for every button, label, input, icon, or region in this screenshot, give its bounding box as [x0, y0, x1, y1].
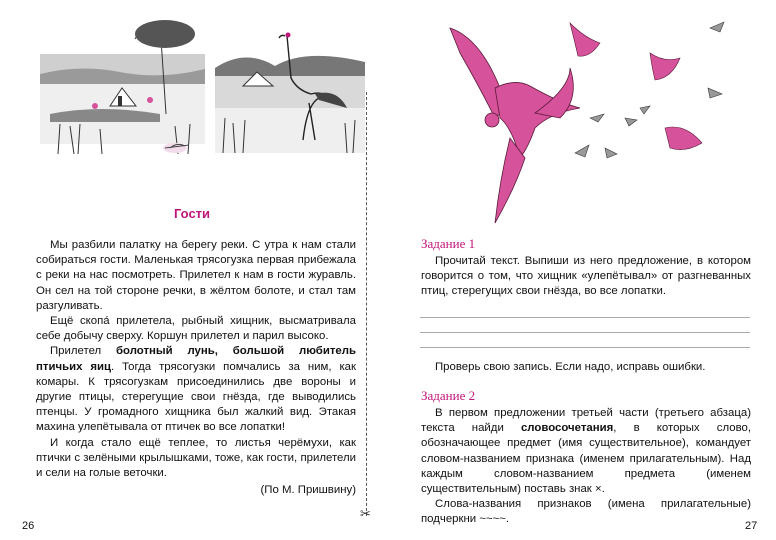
task-1-heading: Задание 1: [421, 236, 476, 251]
left-page: [0, 0, 384, 540]
paragraph-3: Прилетел болотный лунь, большой любитель птичьих яиц. Тогда трясогузки помчались за ним, как комары. К трясогузкам присоединились две вороны и другие птицы, стерегущие свои гнёзда, где выводились птенцы. У громадного хищника был жалкий вид. Этакая махина улепётывала от птичек во все лопатки!: [36, 345, 356, 434]
task-2-text: В первом предложении третьей части (третьего абзаца) текста найди словосочетания, в которых слово, обозначающее предмет (имя существительное), командует словом-названием признака (именем прилагательным). Над каждым словом-названием предмета (именем существительным) поставь знак ×. Слова-названия признаков (имена прилагательные) подчеркни ~~~~.: [421, 407, 752, 526]
page-number-right: 27: [745, 520, 758, 532]
paragraph-2: Ещё скопа́ прилетела, рыбный хищник, высматривала себе добычу сверху. Коршун прилетел и парил высоко.: [36, 315, 356, 343]
story-title: Гости: [173, 206, 211, 221]
story-text: [36, 238, 356, 498]
answer-line[interactable]: [420, 332, 750, 333]
birds-illustration: [440, 8, 740, 228]
author-credit: (По М. Пришвину): [260, 484, 356, 497]
task-1-check: Проверь свою запись. Если надо, исправь ошибки.: [435, 361, 706, 373]
task-1-text: Прочитай текст. Выпиши из него предложение, в котором говорится о том, что хищник «улепётывал» от разгневанных птиц, стерегущих свои гнёзда, во все лопатки.: [421, 255, 751, 298]
wavy-underline-icon: ~~~~: [479, 513, 506, 526]
answer-line[interactable]: [420, 347, 750, 348]
paragraph-1: Мы разбили палатку на берегу реки. С утра к нам стали собираться гости. Маленькая трясогузка первая прибежала с реки на нас посмотреть. Прилетел к нам в гости журавль. Он сел на той стороне речки, в жёлтом болоте, и стал там разгуливать.: [36, 239, 356, 312]
page-number-left: 26: [22, 520, 35, 532]
task-2-heading: Задание 2: [421, 388, 476, 403]
camp-illustration: [40, 14, 205, 164]
answer-line[interactable]: [420, 317, 750, 318]
heron-illustration: [215, 28, 365, 153]
paragraph-4: И когда стало ещё теплее, то листья черёмухи, как птички с зелёными крылышками, тоже, как гости, прилетели и сели на голые веточки.: [36, 436, 356, 480]
cut-line: [366, 92, 367, 516]
bold-phrase: болотный лунь, большой любитель птичьих яиц: [36, 345, 356, 373]
scissors-icon: ✂: [360, 506, 371, 521]
